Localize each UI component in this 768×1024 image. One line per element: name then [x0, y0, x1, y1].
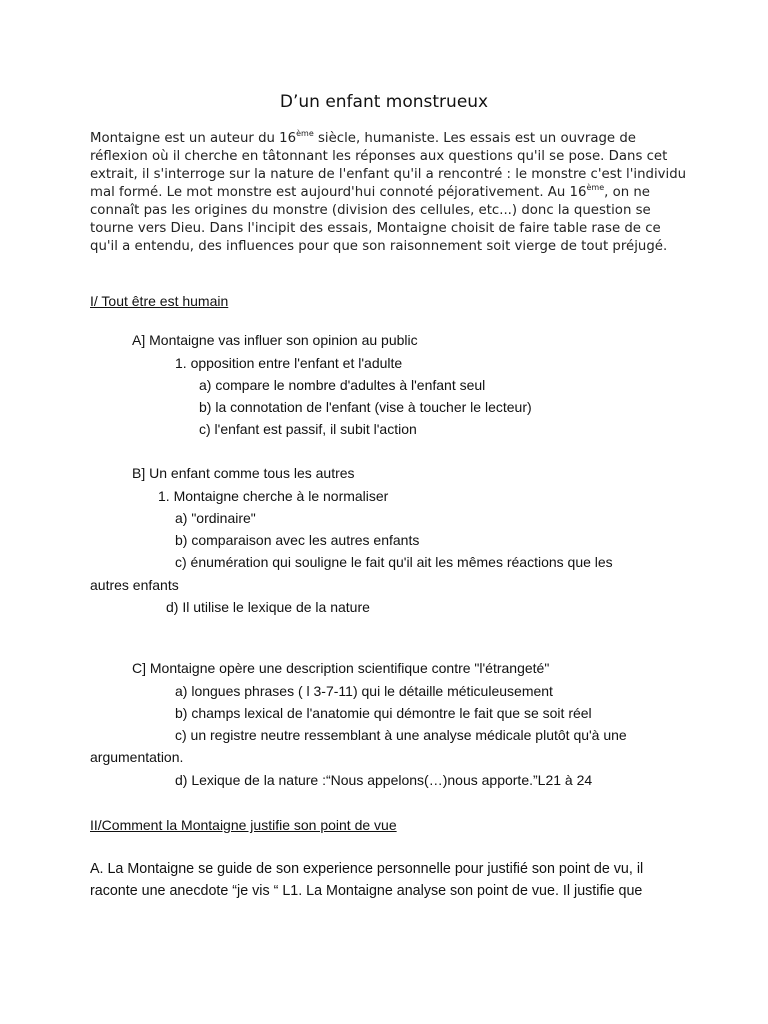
- intro-line: tourne vers Dieu. Dans l'incipit des essais, Montaigne choisit de faire table rase de ce: [90, 221, 661, 236]
- intro-line: [90, 130, 670, 148]
- intro-line: extrait, il s'interroge sur la nature de l'enfant qu'il a rencontré : le monstre c'est l'individu: [90, 167, 687, 182]
- document-title: D’un enfant monstrueux: [279, 92, 489, 112]
- intro-text: siècle, humaniste. Les essais est un ouvrage de: [313, 131, 636, 146]
- subsection-b-heading: B] Un enfant comme tous les autres: [132, 465, 355, 481]
- section-heading-1: I/ Tout être est humain: [90, 293, 229, 309]
- item-c: c) énumération qui souligne le fait qu'il ait les mêmes réactions que les: [175, 554, 613, 570]
- item-d: d) Il utilise le lexique de la nature: [166, 599, 370, 615]
- subsection-a-heading: A] Montaigne vas influer son opinion au public: [132, 332, 418, 348]
- item-b: b) la connotation de l'enfant (vise à toucher le lecteur): [199, 399, 532, 415]
- item-c-continuation: autres enfants: [90, 577, 179, 593]
- point-1: 1. opposition entre l'enfant et l'adulte: [175, 355, 403, 371]
- item-c: c) l'enfant est passif, il subit l'action: [199, 421, 417, 437]
- item-c-continuation: argumentation.: [90, 749, 184, 765]
- item-d: d) Lexique de la nature :“Nous appelons(…)nous apporte.”L21 à 24: [175, 772, 593, 788]
- section-heading-2: II/Comment la Montaigne justifie son point de vue: [90, 817, 397, 833]
- item-c: c) un registre neutre ressemblant à une analyse médicale plutôt qu'à une: [175, 727, 627, 743]
- intro-line: connaît pas les origines du monstre (division des cellules, etc...) donc la question se: [90, 203, 651, 218]
- item-a: a) compare le nombre d'adultes à l'enfant seul: [199, 377, 486, 393]
- intro-line: réflexion où il cherche en tâtonnant les réponses aux questions qu'il se pose. Dans cet: [90, 149, 668, 164]
- item-a: a) "ordinaire": [175, 510, 256, 526]
- paragraph-line: raconte une anecdote “je vis “ L1. La Montaigne analyse son point de vue. Il justifie que: [90, 883, 643, 899]
- intro-text: mal formé. Le mot monstre est aujourd'hui connoté péjorativement. Au 16: [90, 185, 587, 200]
- intro-text: , on ne: [604, 185, 650, 200]
- intro-text: Montaigne est un auteur du 16: [90, 131, 297, 146]
- item-b: b) champs lexical de l'anatomie qui démontre le fait que se soit réel: [175, 705, 592, 721]
- point-1: 1. Montaigne cherche à le normaliser: [158, 488, 389, 504]
- subsection-c-heading: C] Montaigne opère une description scientifique contre "l'étrangeté": [132, 660, 550, 676]
- superscript: ème: [296, 129, 314, 138]
- intro-line: [90, 184, 670, 202]
- intro-line: qu'il a entendu, des influences pour que son raisonnement soit vierge de tout préjugé.: [90, 239, 668, 254]
- part2-paragraph: [90, 858, 690, 902]
- superscript: ème: [586, 183, 605, 192]
- intro-paragraph: [90, 129, 687, 256]
- paragraph-line: A. La Montaigne se guide de son experience personnelle pour justifié son point de vu, il: [90, 861, 644, 877]
- item-b: b) comparaison avec les autres enfants: [175, 532, 420, 548]
- item-a: a) longues phrases ( l 3-7-11) qui le détaille méticuleusement: [175, 683, 553, 699]
